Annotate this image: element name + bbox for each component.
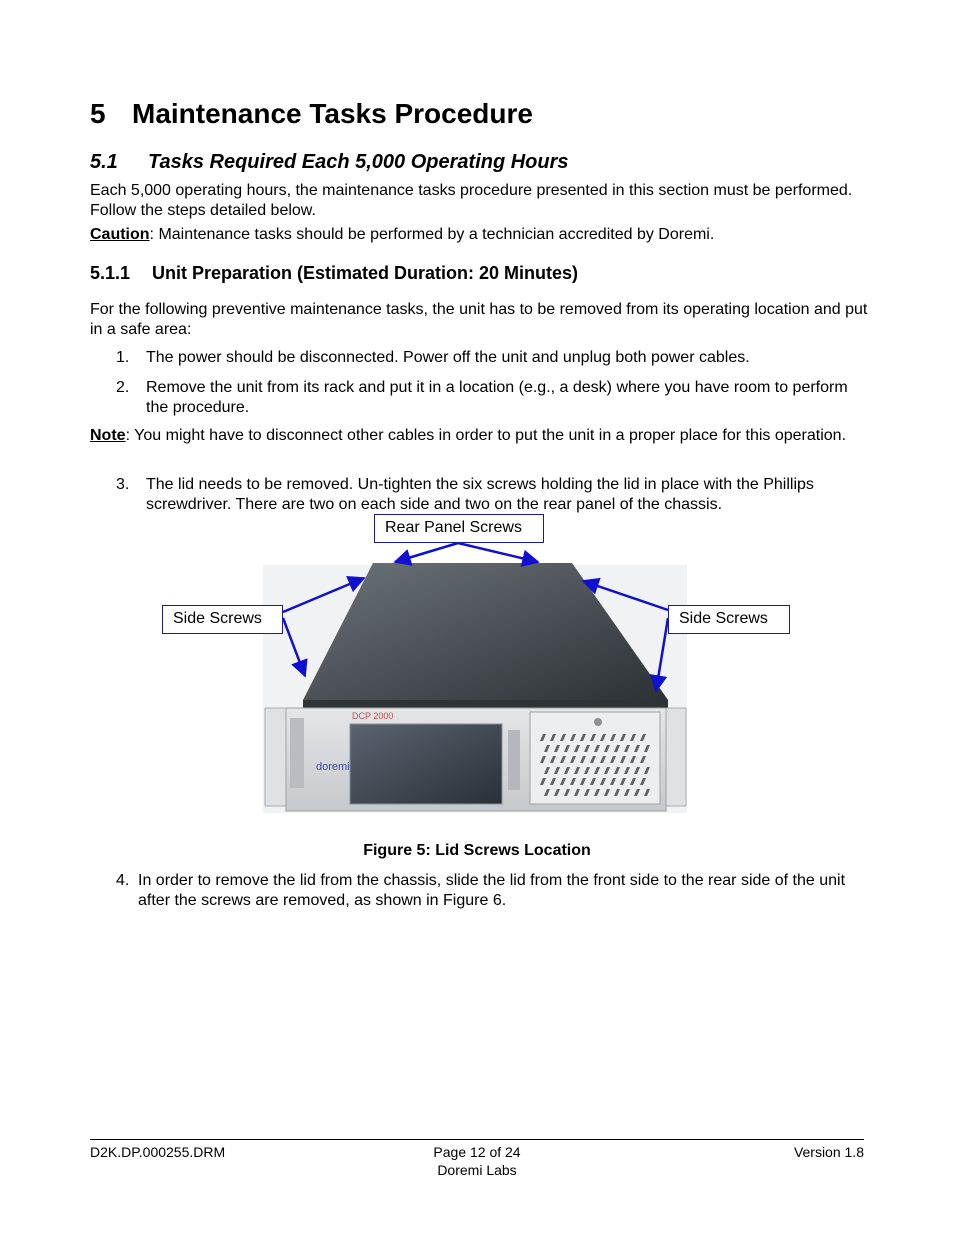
caution-label: Caution	[90, 226, 150, 243]
list-text: In order to remove the lid from the chassis, slide the lid from the front side to the rear side of the unit after the screws are removed, as shown in Figure 6.	[138, 872, 846, 909]
rack-ear-left	[265, 708, 289, 806]
front-screen	[350, 724, 502, 804]
list-text: The lid needs to be removed. Un-tighten the six screws holding the lid in place with the Phillips screwdriver. There are two on each side and two on the rear panel of the chassis.	[146, 476, 814, 513]
list-number: 1.	[116, 349, 130, 366]
note-text: : You might have to disconnect other cables in order to put the unit in a proper place for this operation.	[125, 427, 847, 444]
list-item	[116, 871, 872, 911]
subsubsection-title: Unit Preparation (Estimated Duration: 20 Minutes)	[152, 263, 579, 283]
doremi-logo: doremi	[316, 761, 350, 773]
footer-doc-id: D2K.DP.000255.DRM	[90, 1144, 226, 1160]
front-handle-left	[290, 718, 304, 788]
prep-paragraph: For the following preventive maintenance tasks, the unit has to be removed from its operating location and put in a safe area:	[90, 301, 868, 338]
lid-edge	[303, 700, 668, 708]
footer-page: Page 12 of 24	[433, 1144, 521, 1160]
section-number: 5	[90, 98, 106, 129]
arrow-rear-left	[395, 543, 458, 562]
callout-rear-panel-screws: Rear Panel Screws	[374, 514, 544, 543]
note-label: Note	[90, 427, 126, 444]
list-number: 4.	[116, 872, 130, 889]
callout-left-side-screws: Side Screws	[162, 605, 283, 634]
list-number: 3.	[116, 476, 130, 493]
footer-company: Doremi Labs	[437, 1162, 517, 1178]
footer-divider	[90, 1139, 864, 1140]
subsubsection-number: 5.1.1	[90, 263, 131, 283]
front-controls	[508, 730, 520, 790]
arrow-rear-right	[458, 543, 538, 562]
caution-text: : Maintenance tasks should be performed by a technician accredited by Doremi.	[149, 226, 715, 243]
intro-paragraph: Each 5,000 operating hours, the maintenance tasks procedure presented in this section must be performed. Follow the steps detailed below.	[90, 182, 853, 219]
list-number: 2.	[116, 379, 130, 396]
list-text: Remove the unit from its rack and put it in a location (e.g., a desk) where you have room to perform the procedure.	[146, 379, 848, 416]
list-text: The power should be disconnected. Power off the unit and unplug both power cables.	[146, 349, 750, 366]
subsection-title: Tasks Required Each 5,000 Operating Hours	[148, 151, 569, 173]
model-label: DCP 2000	[352, 711, 394, 721]
section-title: Maintenance Tasks Procedure	[132, 98, 533, 129]
callout-right-side-screws: Side Screws	[668, 605, 790, 634]
footer-version: Version 1.8	[793, 1144, 864, 1160]
figure-caption: Figure 5: Lid Screws Location	[363, 842, 591, 859]
bay-lock	[594, 718, 602, 726]
subsection-number: 5.1	[90, 151, 118, 173]
